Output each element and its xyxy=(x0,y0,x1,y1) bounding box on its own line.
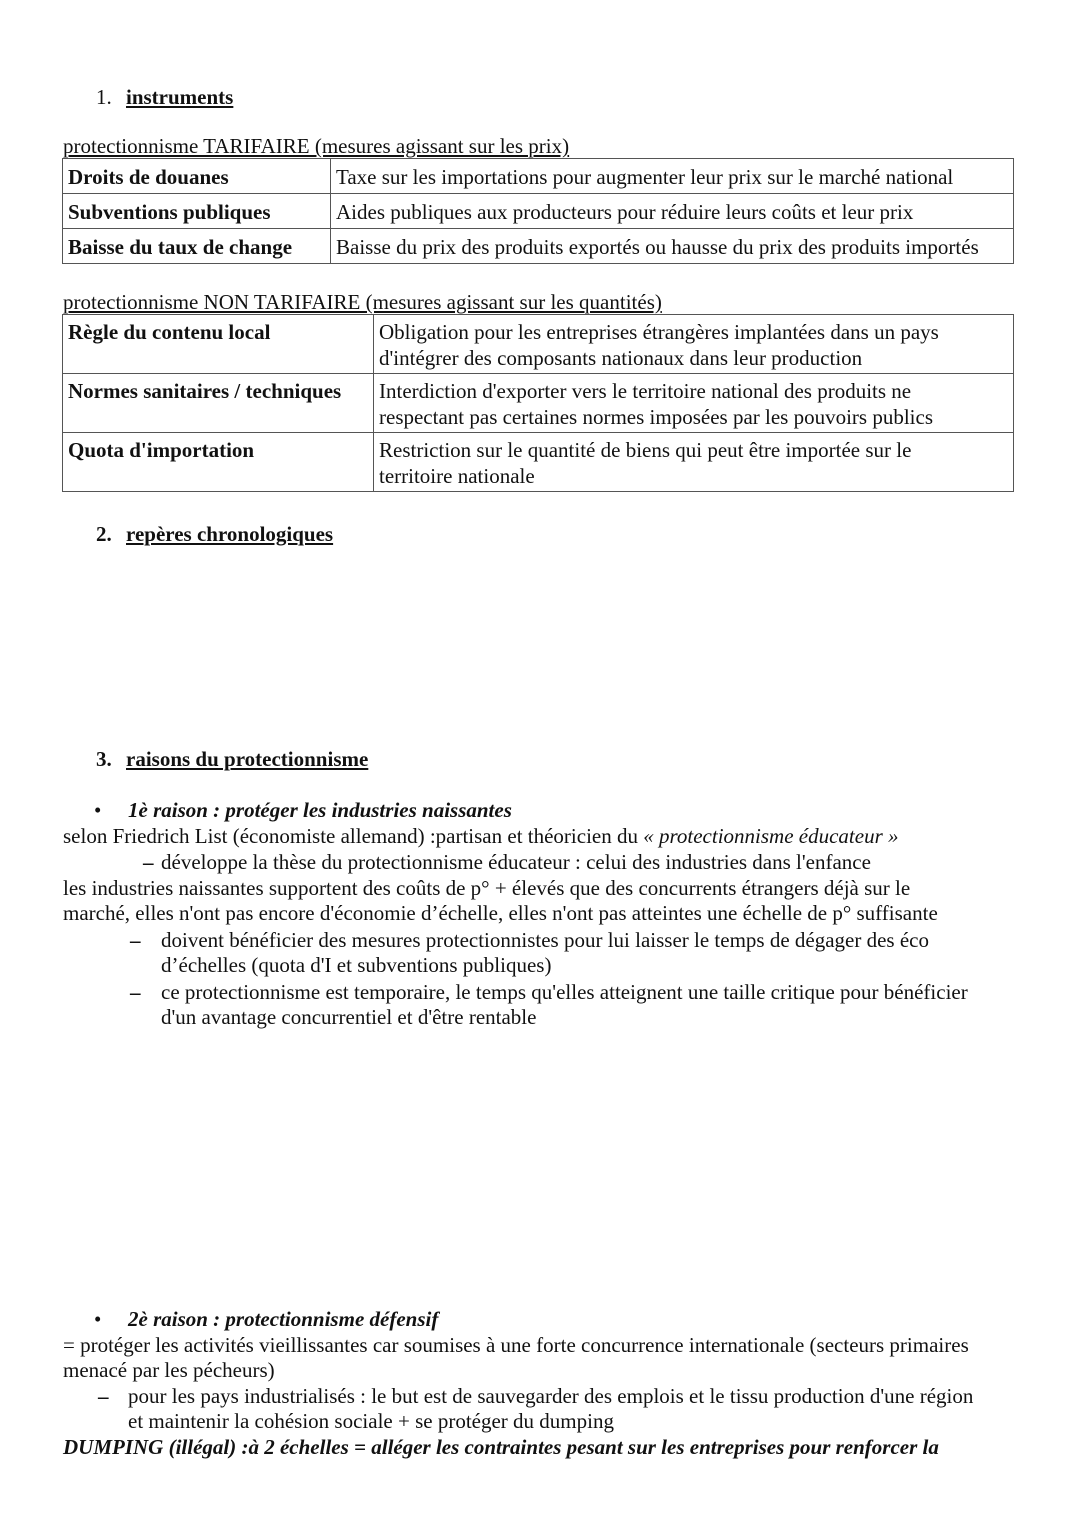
reason-1-dash-2-line-2: d’échelles (quota d'I et subventions publiques) xyxy=(161,953,552,977)
table-row xyxy=(63,194,1014,229)
reason-1-para-line-2: marché, elles n'ont pas encore d'économie d’échelle, elles n'ont pas atteintes une échelle de p° suffisante xyxy=(63,901,938,925)
reason-1-dash-3-line-2: d'un avantage concurrentiel et d'être rentable xyxy=(161,1005,537,1029)
term-cell: Règle du contenu local xyxy=(63,315,374,374)
reason-1-title: 1è raison : protéger les industries naissantes xyxy=(128,798,512,822)
section-2-number: 2. xyxy=(96,522,112,546)
intro-text: selon Friedrich List (économiste allemand) :partisan et théoricien du xyxy=(63,824,644,848)
definition-line: d'intégrer des composants nationaux dans leur production xyxy=(379,346,863,370)
reason-2-para-line-2: menacé par les pécheurs) xyxy=(63,1358,275,1382)
dumping-definition: DUMPING (illégal) :à 2 échelles = alléger les contraintes pesant sur les entreprises pour renforcer la xyxy=(63,1435,939,1459)
tarifaire-table xyxy=(62,158,1014,264)
section-3-heading xyxy=(96,746,368,772)
definition-cell xyxy=(374,315,1014,374)
definition-line: respectant pas certaines normes imposées par les pouvoirs publics xyxy=(379,405,934,429)
section-1-number: 1. xyxy=(96,85,112,109)
bullet-marker: • xyxy=(94,1307,102,1331)
definition-cell: Aides publiques aux producteurs pour réduire leurs coûts et leur prix xyxy=(331,194,1014,229)
reason-2-title: 2è raison : protectionnisme défensif xyxy=(128,1307,439,1331)
bullet-marker: • xyxy=(94,798,102,822)
term-cell: Quota d'importation xyxy=(63,433,374,492)
non-tarifaire-table xyxy=(62,314,1014,492)
term-cell: Droits de douanes xyxy=(63,159,331,194)
definition-cell: Taxe sur les importations pour augmenter leur prix sur le marché national xyxy=(331,159,1014,194)
reason-1-dash-1: développe la thèse du protectionnisme éducateur : celui des industries dans l'enfance xyxy=(161,850,871,874)
table-row xyxy=(63,433,1014,492)
section-3-title: raisons du protectionnisme xyxy=(126,747,369,771)
table-row xyxy=(63,159,1014,194)
table-row xyxy=(63,374,1014,433)
definition-line: Restriction sur le quantité de biens qui peut être importée sur le xyxy=(379,438,912,462)
dash-marker: – xyxy=(130,980,141,1004)
definition-cell xyxy=(374,433,1014,492)
definition-cell xyxy=(374,374,1014,433)
section-1-heading xyxy=(96,84,233,110)
reason-2-dash-1-line-1: pour les pays industrialisés : le but est de sauvegarder des emplois et le tissu production d'une région xyxy=(128,1384,974,1408)
term-cell: Normes sanitaires / techniques xyxy=(63,374,374,433)
term-cell: Subventions publiques xyxy=(63,194,331,229)
dash-marker: – xyxy=(130,928,141,952)
section-1-title: instruments xyxy=(126,85,234,109)
definition-line: Interdiction d'exporter vers le territoire national des produits ne xyxy=(379,379,912,403)
table-row xyxy=(63,315,1014,374)
definition-line: Obligation pour les entreprises étrangères implantées dans un pays xyxy=(379,320,939,344)
section-3-number: 3. xyxy=(96,747,112,771)
reason-1-dash-3-line-1: ce protectionnisme est temporaire, le temps qu'elles atteignent une taille critique pour bénéficier xyxy=(161,980,968,1004)
section-2-title: repères chronologiques xyxy=(126,522,334,546)
definition-line: territoire nationale xyxy=(379,464,535,488)
reason-1-para-line-1: les industries naissantes supportent des coûts de p° + élevés que des concurrents étrangers déjà sur le xyxy=(63,876,911,900)
reason-1-intro xyxy=(63,823,899,849)
reason-2-dash-1-line-2: et maintenir la cohésion sociale + se protéger du dumping xyxy=(128,1409,614,1433)
intro-italic-term: « protectionnisme éducateur » xyxy=(643,824,899,848)
term-cell: Baisse du taux de change xyxy=(63,229,331,264)
definition-cell: Baisse du prix des produits exportés ou hausse du prix des produits importés xyxy=(331,229,1014,264)
table-row xyxy=(63,229,1014,264)
section-2-heading xyxy=(96,521,333,547)
dash-marker: – xyxy=(98,1384,109,1408)
tarifaire-caption: protectionnisme TARIFAIRE (mesures agissant sur les prix) xyxy=(63,134,570,158)
dash-marker: – xyxy=(143,850,154,874)
non-tarifaire-caption: protectionnisme NON TARIFAIRE (mesures agissant sur les quantités) xyxy=(63,290,662,314)
reason-1-dash-2-line-1: doivent bénéficier des mesures protectionnistes pour lui laisser le temps de dégager des éco xyxy=(161,928,929,952)
reason-2-para-line-1: = protéger les activités vieillissantes car soumises à une forte concurrence internationale (secteurs primaires xyxy=(63,1333,969,1357)
